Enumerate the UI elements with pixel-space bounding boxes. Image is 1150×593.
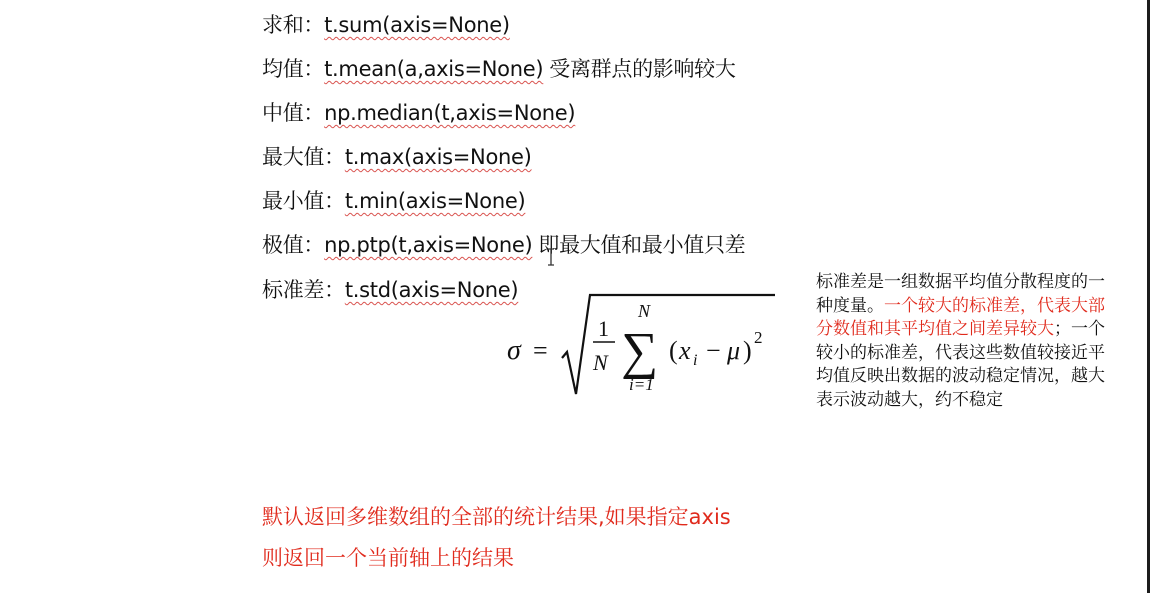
std-explanation-part3: ；一个较小的标准差，代表这些数值较接近平均值反映出数据的波动稳定情况，越大表示波动越大，约不稳定 (816, 319, 1105, 410)
formula-minus: − (706, 336, 721, 365)
formula-equals: = (533, 336, 548, 365)
ptp-note: 即最大值和最小值只差 (538, 233, 746, 257)
formula-sigma: σ (507, 335, 521, 366)
footer-line-2: 则返回一个当前轴上的结果 (262, 546, 514, 570)
std-line (262, 277, 518, 303)
sum-label: 求和： (262, 13, 325, 37)
formula-x-sub: i (693, 352, 698, 369)
formula-mu: μ (727, 336, 741, 365)
formula-denominator: N (593, 350, 608, 375)
mean-line (262, 56, 736, 82)
max-label: 最大值： (262, 145, 345, 169)
formula-x: x (679, 336, 691, 365)
min-line (262, 188, 525, 214)
formula-close-paren: ) (743, 336, 752, 365)
max-line (262, 144, 532, 170)
ptp-label: 极值： (262, 233, 325, 257)
formula-numerator: 1 (598, 316, 609, 341)
median-line (262, 100, 575, 126)
formula-sum-upper: N (638, 301, 651, 321)
std-formula (505, 286, 780, 401)
max-code: t.max(axis=None) (344, 145, 532, 169)
std-explanation-part1: 标准差是一组数据平均值分散程度的一种度量。 (816, 272, 1105, 316)
footer-line-1: 默认返回多维数组的全部的统计结果,如果指定axis (262, 505, 731, 529)
median-code: np.median(t,axis=None) (324, 101, 576, 125)
mean-code: t.mean(a,axis=None) (324, 57, 544, 81)
std-explanation (816, 271, 1116, 412)
std-label: 标准差： (262, 278, 345, 302)
median-label: 中值： (262, 101, 325, 125)
formula-sum-symbol: ∑ (621, 323, 659, 380)
formula-exponent: 2 (754, 328, 763, 347)
formula-sum-lower: i=1 (629, 375, 654, 394)
std-code: t.std(axis=None) (344, 278, 519, 302)
min-label: 最小值： (262, 189, 345, 213)
sum-line (262, 12, 510, 38)
mean-note: 受离群点的影响较大 (549, 57, 736, 81)
min-code: t.min(axis=None) (344, 189, 526, 213)
ptp-code: np.ptp(t,axis=None) (324, 233, 533, 257)
formula-open-paren: ( (669, 336, 678, 365)
mean-label: 均值： (262, 57, 325, 81)
std-explanation-highlight: 一个较大的标准差，代表大部分数值和其平均值之间差异较大 (816, 295, 1105, 339)
text-cursor-icon (546, 248, 556, 266)
sum-code: t.sum(axis=None) (324, 13, 510, 37)
ptp-line (262, 232, 745, 258)
